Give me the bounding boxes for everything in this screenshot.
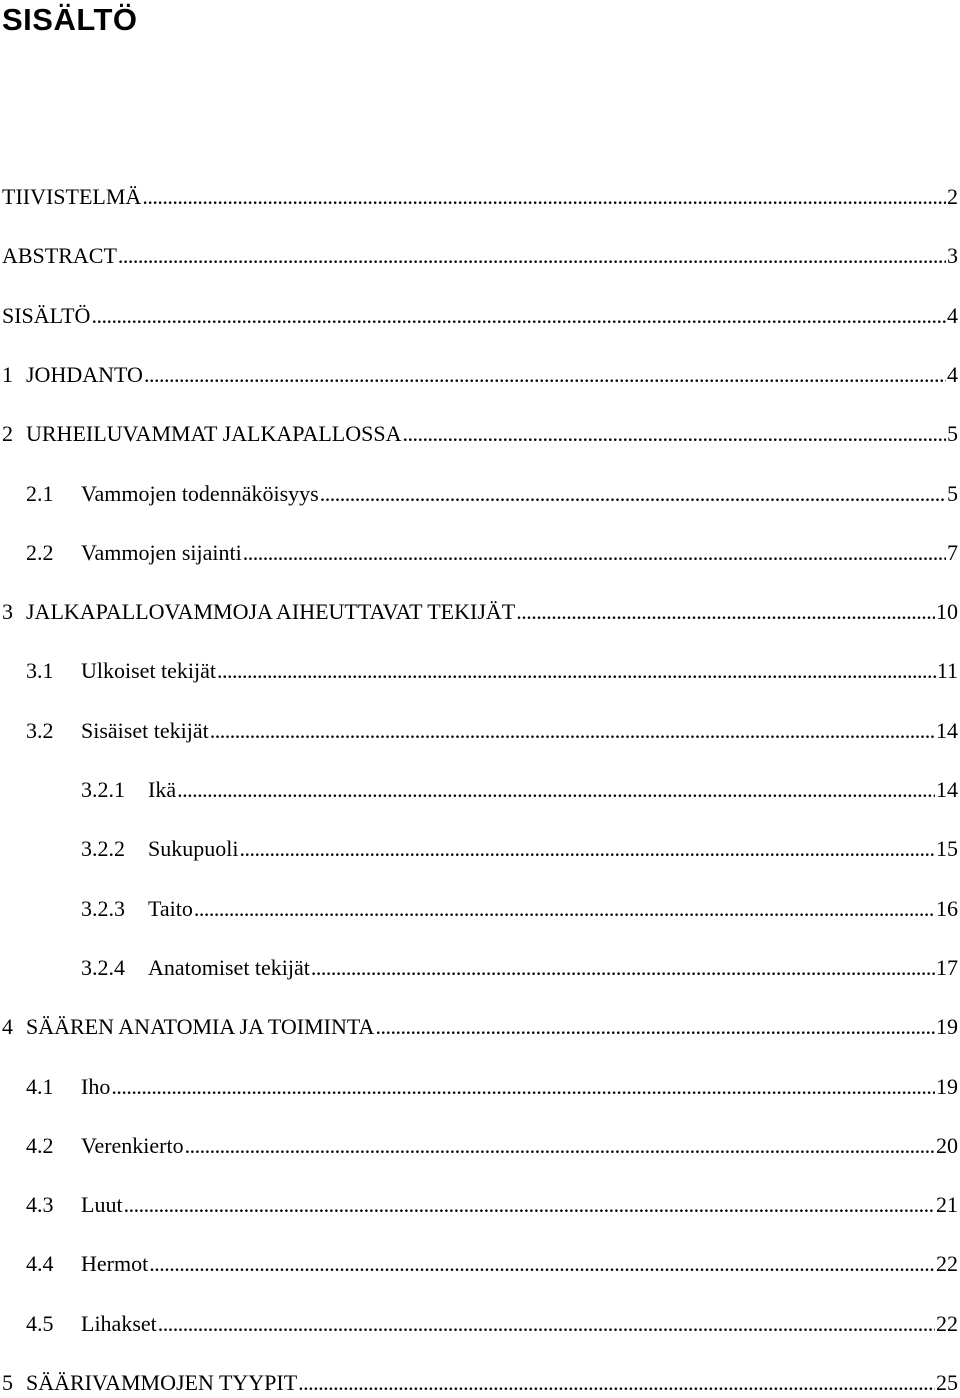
toc-entry-label: ABSTRACT <box>2 243 117 268</box>
toc-entry[interactable] <box>0 656 960 686</box>
toc-entry-label: SÄÄREN ANATOMIA JA TOIMINTA <box>26 1014 375 1039</box>
toc-dot-leader <box>177 775 935 805</box>
toc-page-number: 17 <box>936 955 958 980</box>
toc-dot-leader <box>402 419 946 449</box>
toc-page-number: 16 <box>936 896 958 921</box>
toc-entry-label: SISÄLTÖ <box>2 303 91 328</box>
toc-entry[interactable] <box>0 1131 960 1161</box>
toc-entry[interactable] <box>0 894 960 924</box>
toc-dot-leader <box>194 894 935 924</box>
toc-entry-label: Verenkierto <box>81 1133 184 1158</box>
toc-entry[interactable] <box>0 419 960 449</box>
toc-dot-leader <box>149 1249 935 1279</box>
toc-page-number: 19 <box>936 1074 958 1099</box>
toc-entry-label: JOHDANTO <box>26 362 143 387</box>
toc-page-number: 19 <box>936 1014 958 1039</box>
toc-entry-number: 2.1 <box>26 481 54 506</box>
toc-entry[interactable] <box>0 953 960 983</box>
toc-page-number: 11 <box>936 658 958 683</box>
toc-page-number: 14 <box>936 777 958 802</box>
toc-entry[interactable] <box>0 716 960 746</box>
toc-entry[interactable] <box>0 538 960 568</box>
toc-entry-label: Lihakset <box>81 1311 157 1336</box>
toc-page-number: 5 <box>947 481 958 506</box>
toc-entry[interactable] <box>0 597 960 627</box>
toc-entry-label: Ulkoiset tekijät <box>81 658 217 683</box>
toc-entry-number: 1 <box>2 362 13 387</box>
toc-entry-label: Iho <box>81 1074 111 1099</box>
toc-dot-leader <box>185 1131 935 1161</box>
toc-page-number: 22 <box>936 1311 958 1336</box>
toc-entry-label: Vammojen todennäköisyys <box>81 481 319 506</box>
toc-entry-label: Sukupuoli <box>148 836 239 861</box>
toc-dot-leader <box>118 241 946 271</box>
toc-dot-leader <box>91 301 946 331</box>
toc-dot-leader <box>217 656 936 686</box>
toc-dot-leader <box>516 597 935 627</box>
toc-page-number: 5 <box>947 421 958 446</box>
toc-dot-leader <box>298 1368 935 1398</box>
toc-entry-label: Vammojen sijainti <box>81 540 242 565</box>
toc-entry-label: SÄÄRIVAMMOJEN TYYPIT <box>26 1370 298 1395</box>
toc-entry[interactable] <box>0 1368 960 1398</box>
toc-entry[interactable] <box>0 1012 960 1042</box>
toc-page-number: 14 <box>936 718 958 743</box>
toc-entry[interactable] <box>0 479 960 509</box>
toc-entry[interactable] <box>0 182 960 212</box>
toc-entry-number: 3.2.4 <box>81 955 125 980</box>
toc-entry-number: 4.2 <box>26 1133 54 1158</box>
toc-dot-leader <box>243 538 946 568</box>
toc-page-number: 2 <box>947 184 958 209</box>
toc-dot-leader <box>111 1072 935 1102</box>
toc-entry[interactable] <box>0 1249 960 1279</box>
toc-entry-number: 3.2 <box>26 718 54 743</box>
toc-entry-number: 2 <box>2 421 13 446</box>
toc-page-number: 4 <box>947 362 958 387</box>
toc-page-number: 3 <box>947 243 958 268</box>
toc-dot-leader <box>144 360 946 390</box>
toc-entry-number: 4.3 <box>26 1192 54 1217</box>
toc-page-number: 15 <box>936 836 958 861</box>
toc-page-number: 7 <box>947 540 958 565</box>
toc-entry-number: 3 <box>2 599 13 624</box>
toc-entry[interactable] <box>0 301 960 331</box>
toc-entry[interactable] <box>0 834 960 864</box>
toc-page-number: 21 <box>936 1192 958 1217</box>
toc-entry-number: 4.5 <box>26 1311 54 1336</box>
toc-entry-label: Sisäiset tekijät <box>81 718 209 743</box>
toc-entry-label: TIIVISTELMÄ <box>2 184 142 209</box>
toc-page-number: 4 <box>947 303 958 328</box>
toc-dot-leader <box>375 1012 935 1042</box>
toc-page-number: 22 <box>936 1251 958 1276</box>
toc-page-number: 25 <box>936 1370 958 1395</box>
toc-dot-leader <box>142 182 946 212</box>
toc-entry-number: 2.2 <box>26 540 54 565</box>
toc-entry-number: 3.1 <box>26 658 54 683</box>
toc-dot-leader <box>320 479 946 509</box>
toc-entry-number: 3.2.1 <box>81 777 125 802</box>
toc-page-number: 20 <box>936 1133 958 1158</box>
toc-entry-number: 5 <box>2 1370 13 1395</box>
toc-entry[interactable] <box>0 1309 960 1339</box>
toc-dot-leader <box>311 953 935 983</box>
toc-entry-label: URHEILUVAMMAT JALKAPALLOSSA <box>26 421 402 446</box>
toc-dot-leader <box>210 716 935 746</box>
toc-dot-leader <box>124 1190 935 1220</box>
toc-entry-label: Ikä <box>148 777 177 802</box>
toc-entry-label: Anatomiset tekijät <box>148 955 310 980</box>
toc-entry-number: 3.2.2 <box>81 836 125 861</box>
toc-entry-label: JALKAPALLOVAMMOJA AIHEUTTAVAT TEKIJÄT <box>26 599 516 624</box>
toc-entry-label: Taito <box>148 896 193 921</box>
page-title: SISÄLTÖ <box>2 2 138 37</box>
toc-entry-label: Hermot <box>81 1251 149 1276</box>
toc-entry[interactable] <box>0 1190 960 1220</box>
toc-entry[interactable] <box>0 241 960 271</box>
toc-dot-leader <box>239 834 935 864</box>
toc-entry[interactable] <box>0 1072 960 1102</box>
toc-entry-number: 4 <box>2 1014 13 1039</box>
toc-entry-label: Luut <box>81 1192 123 1217</box>
toc-entry[interactable] <box>0 775 960 805</box>
toc-entry-number: 4.4 <box>26 1251 54 1276</box>
toc-page-number: 10 <box>936 599 958 624</box>
toc-entry[interactable] <box>0 360 960 390</box>
toc-entry-number: 4.1 <box>26 1074 54 1099</box>
toc-entry-number: 3.2.3 <box>81 896 125 921</box>
toc-dot-leader <box>158 1309 935 1339</box>
